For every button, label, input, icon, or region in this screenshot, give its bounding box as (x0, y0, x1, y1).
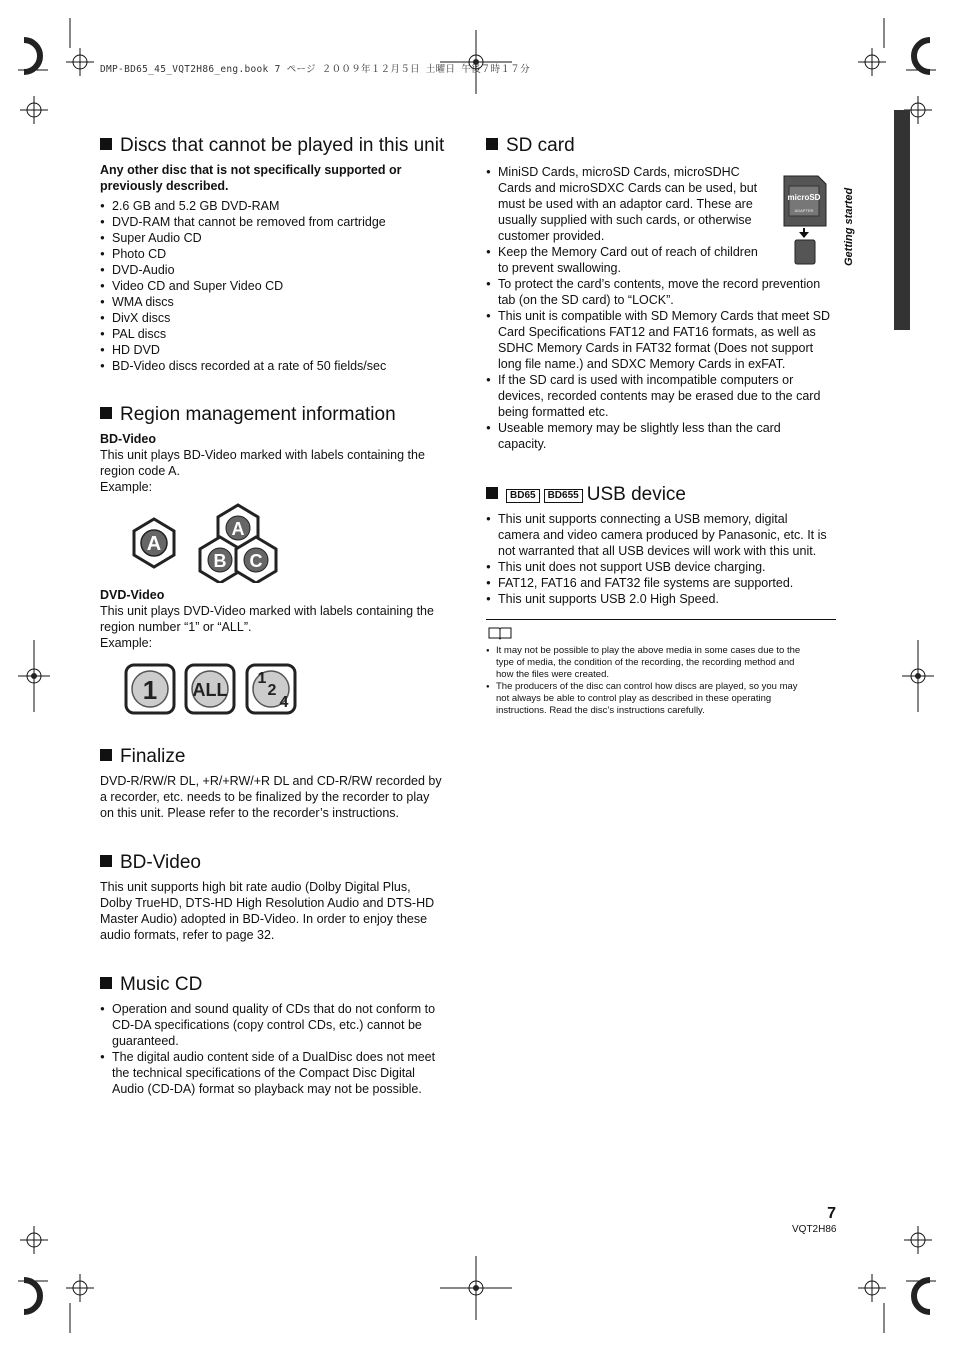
list-item: ● FAT12, FAT16 and FAT32 file systems are supported. (486, 575, 838, 591)
list-item: ● The digital audio content side of a DualDisc does not meet the technical specifications of the Compact Disc Digital Audio (CD-DA) format so playback may not be possible. (100, 1049, 460, 1097)
usb-list (486, 511, 838, 607)
svg-text:ADAPTER: ADAPTER (794, 208, 814, 213)
discs-not-playable-section (100, 134, 460, 374)
bd-region-logos (128, 503, 278, 583)
svg-text:C: C (249, 551, 263, 571)
note-section (486, 645, 838, 717)
list-item: ● MiniSD Cards, microSD Cards, microSDHC Cards and microSDXC Cards can be used, but must be used with an adaptor card. These are usually supplied with such cards, or otherwise customer provided. (486, 164, 838, 244)
dvd-region-block (100, 587, 460, 651)
svg-text:microSD: microSD (787, 193, 821, 202)
list-item: ● HD DVD (100, 342, 460, 358)
list-item: ● PAL discs (100, 326, 460, 342)
svg-text:1: 1 (142, 675, 158, 705)
region-text: This unit plays BD-Video marked with labels containing the (100, 448, 425, 462)
bd-region-logo-a (134, 519, 174, 567)
svg-text:1: 1 (257, 670, 267, 687)
region-text: region number “1” or “ALL”. (100, 620, 252, 634)
dvd-region-logos (124, 663, 299, 715)
model-badge: BD65 (506, 489, 540, 503)
section-title: Region management information (100, 403, 460, 427)
list-item: ● It may not be possible to play the above media in some cases due to the type of media, the condition of the recording, the recording method and how the files were created. (486, 645, 838, 681)
list-item: ● The producers of the disc can control how discs are played, so you may not always be able to control play as described in these operating instructions. Read the disc’s instructions carefully. (486, 681, 838, 717)
region-text: This unit plays DVD-Video marked with labels containing the (100, 604, 434, 618)
sd-card-adapter-illustration (780, 172, 830, 268)
paragraph-line: Dolby TrueHD, DTS-HD High Resolution Audio and DTS-HD (100, 896, 435, 910)
svg-text:2: 2 (267, 682, 277, 699)
list-item: ● This unit supports connecting a USB memory, digital camera and video camera produced by Panasonic, etc. It is not warranted that all USB devices will work with this unit. (486, 511, 838, 559)
finalize-section (100, 745, 460, 821)
list-item: ● Operation and sound quality of CDs that do not conform to CD-DA specifications (copy control CDs, etc.) cannot be guaranteed. (100, 1001, 460, 1049)
dvd-region-logo-124 (247, 665, 295, 713)
section-title: Finalize (100, 745, 460, 769)
list-item: ● DVD-RAM that cannot be removed from cartridge (100, 214, 460, 230)
paragraph-line: a recorder, etc. needs to be finalized by the recorder to play (100, 790, 430, 804)
list-item: ● DivX discs (100, 310, 460, 326)
list-item: ● This unit supports USB 2.0 High Speed. (486, 591, 838, 607)
region-section (100, 403, 460, 495)
paragraph-line: on this unit. Please refer to the recorder’s instructions. (100, 806, 399, 820)
side-tab-label: Getting started (843, 187, 855, 266)
bd-video-label: BD-Video (100, 432, 157, 446)
list-item: ● Useable memory may be slightly less than the card capacity. (486, 420, 838, 452)
divider (486, 619, 836, 620)
bd-region-logo-abc (200, 505, 276, 583)
svg-text:4: 4 (279, 694, 289, 711)
section-title: BD-Video (100, 851, 460, 875)
region-text: region code A. (100, 464, 180, 478)
example-label: Example: (100, 636, 153, 650)
svg-text:A: A (231, 519, 245, 539)
list-item: ● Video CD and Super Video CD (100, 278, 460, 294)
disc-list (100, 198, 460, 374)
list-item: ● This unit is compatible with SD Memory Cards that meet SD Card Specifications FAT12 and FAT16 formats, as well as SDHC Memory Cards in FAT32 format (Does not support long file name.) and SDXC Memory Cards in exFAT. (486, 308, 838, 372)
dvd-region-logo-1 (126, 665, 174, 713)
note-book-icon (487, 626, 515, 640)
list-item: ● BD-Video discs recorded at a rate of 50 fields/sec (100, 358, 460, 374)
section-title: Music CD (100, 973, 460, 997)
paragraph-line: Master Audio) adopted in BD-Video. In order to enjoy these (100, 912, 428, 926)
file-header: DMP-BD65_45_VQT2H86_eng.book 7 ページ ２００９年１２月５日 土曜日 午後７時１７分 (100, 64, 530, 75)
svg-text:A: A (146, 533, 162, 555)
list-item: ● DVD-Audio (100, 262, 460, 278)
section-title: BD65 BD655 USB device (486, 483, 838, 507)
usb-section (486, 483, 838, 607)
list-item: ● Keep the Memory Card out of reach of children to prevent swallowing. (486, 244, 838, 276)
section-title: SD card (486, 134, 838, 158)
list-item: ● To protect the card’s contents, move the record prevention tab (on the SD card) to “LOCK”. (486, 276, 838, 308)
section-title: Discs that cannot be played in this unit (100, 134, 460, 158)
list-item: ● 2.6 GB and 5.2 GB DVD-RAM (100, 198, 460, 214)
music-cd-list (100, 1001, 460, 1097)
list-item: ● If the SD card is used with incompatible computers or devices, recorded contents may be erased due to the card being formatted etc. (486, 372, 838, 420)
dvd-region-logo-all (186, 665, 234, 713)
list-item: ● Super Audio CD (100, 230, 460, 246)
svg-text:B: B (213, 551, 227, 571)
example-label: Example: (100, 480, 153, 494)
paragraph-line: audio formats, refer to page 32. (100, 928, 275, 942)
svg-text:ALL: ALL (192, 680, 228, 700)
section-intro: Any other disc that is not specifically supported or previously described. (100, 163, 402, 193)
document-code: VQT2H86 (792, 1224, 837, 1235)
list-item: ● This unit does not support USB device charging. (486, 559, 838, 575)
paragraph-line: DVD-R/RW/R DL, +R/+RW/+R DL and CD-R/RW recorded by (100, 774, 442, 788)
bd-video-section (100, 851, 460, 943)
note-list (486, 645, 838, 717)
paragraph-line: This unit supports high bit rate audio (Dolby Digital Plus, (100, 880, 411, 894)
side-tab (864, 110, 910, 330)
list-item: ● Photo CD (100, 246, 460, 262)
dvd-video-label: DVD-Video (100, 588, 165, 602)
page-number: 7 (827, 1205, 836, 1222)
list-item: ● WMA discs (100, 294, 460, 310)
model-badge: BD655 (544, 489, 583, 503)
music-cd-section (100, 973, 460, 1097)
